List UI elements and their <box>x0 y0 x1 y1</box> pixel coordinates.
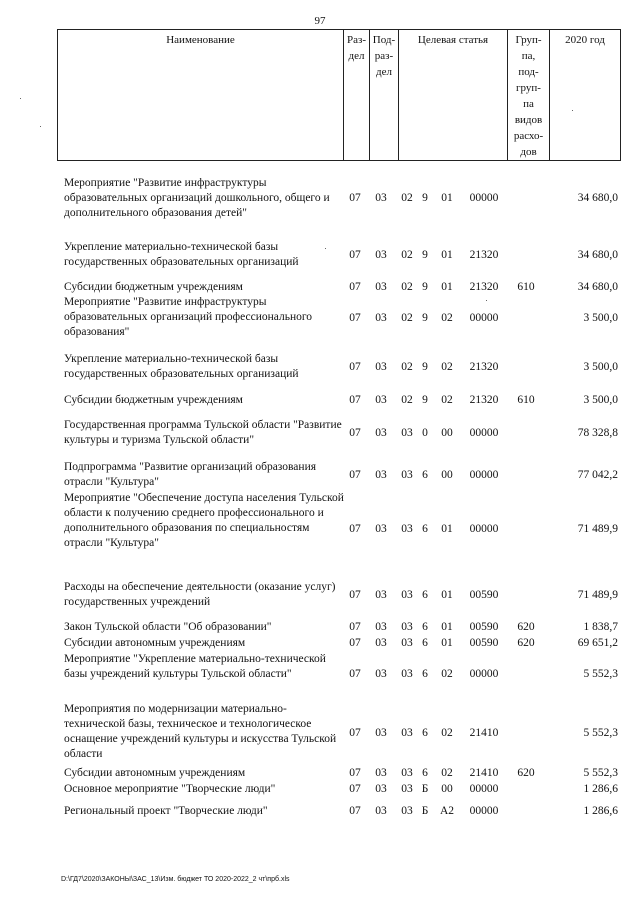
row-razdel: 07 <box>349 192 361 204</box>
row-target-1: 03 <box>401 469 413 481</box>
row-target-3: 02 <box>441 394 453 406</box>
row-target-1: 03 <box>401 637 413 649</box>
row-amount: 1 838,7 <box>583 621 618 633</box>
row-name: Субсидии бюджетным учреждениям <box>64 394 243 406</box>
row-amount: 71 489,9 <box>577 523 618 535</box>
row-name: Мероприятие "Обеспечение доступа населения Тульской области к получению среднего профессионального и дополнительного образования по специальностям отрасли "Культура" <box>64 492 344 549</box>
page-number: 97 <box>314 15 326 27</box>
row-name: Региональный проект "Творческие люди" <box>64 805 268 817</box>
row-target-3: 02 <box>441 312 453 324</box>
row-name: Государственная программа Тульской области "Развитие культуры и туризма Тульской области" <box>64 419 342 446</box>
scan-speck <box>572 110 573 111</box>
row-group: 620 <box>517 621 535 633</box>
row-razdel: 07 <box>349 394 361 406</box>
row-amount: 3 500,0 <box>583 394 618 406</box>
row-target-3: 01 <box>441 281 453 293</box>
row-target-3: 01 <box>441 589 453 601</box>
row-target-3: 02 <box>441 668 453 680</box>
row-target-4: 00000 <box>469 427 499 439</box>
row-razdel: 07 <box>349 469 361 481</box>
row-name: Подпрограмма "Развитие организаций образования отрасли "Культура" <box>64 461 317 488</box>
row-target-1: 03 <box>401 805 413 817</box>
row-razdel: 07 <box>349 621 361 633</box>
row-razdel: 07 <box>349 361 361 373</box>
row-target-3: 01 <box>441 637 453 649</box>
row-name: Основное мероприятие "Творческие люди" <box>64 783 276 795</box>
row-target-1: 02 <box>401 394 413 406</box>
row-target-2: 0 <box>422 427 428 439</box>
header-name: Наименование <box>166 34 235 46</box>
row-target-4: 00000 <box>469 523 499 535</box>
row-amount: 3 500,0 <box>583 361 618 373</box>
row-target-1: 03 <box>401 621 413 633</box>
row-target-4: 21410 <box>469 767 499 779</box>
row-podrazdel: 03 <box>375 727 387 739</box>
header-target: Целевая статья <box>398 30 507 160</box>
row-target-1: 02 <box>401 281 413 293</box>
row-target-3: 01 <box>441 192 453 204</box>
row-name: Расходы на обеспечение деятельности (оказание услуг) государственных учреждений <box>64 581 336 608</box>
row-target-2: 6 <box>422 621 428 633</box>
row-target-4: 00000 <box>469 469 499 481</box>
row-amount: 78 328,8 <box>577 427 618 439</box>
row-target-1: 02 <box>401 361 413 373</box>
row-name: Укрепление материально-технической базы государственных образовательных организаций <box>64 353 299 380</box>
row-target-2: 6 <box>422 469 428 481</box>
row-razdel: 07 <box>349 805 361 817</box>
row-target-1: 03 <box>401 783 413 795</box>
row-podrazdel: 03 <box>375 281 387 293</box>
row-target-3: 02 <box>441 727 453 739</box>
row-amount: 34 680,0 <box>577 249 618 261</box>
row-amount: 3 500,0 <box>583 312 618 324</box>
row-target-1: 02 <box>401 192 413 204</box>
row-amount: 34 680,0 <box>577 192 618 204</box>
row-name: Укрепление материально-технической базы государственных образовательных организаций <box>64 241 299 268</box>
row-podrazdel: 03 <box>375 192 387 204</box>
row-target-4: 21320 <box>469 361 499 373</box>
row-target-1: 03 <box>401 668 413 680</box>
row-target-4: 00000 <box>469 192 499 204</box>
row-target-4: 21320 <box>469 249 499 261</box>
row-target-2: 9 <box>422 192 428 204</box>
row-target-2: 6 <box>422 523 428 535</box>
row-podrazdel: 03 <box>375 668 387 680</box>
row-amount: 69 651,2 <box>577 637 618 649</box>
row-podrazdel: 03 <box>375 805 387 817</box>
row-target-3: 00 <box>441 427 453 439</box>
row-name: Мероприятие "Укрепление материально-технической базы учреждений культуры Тульской области" <box>64 653 326 680</box>
row-name: Субсидии автономным учреждениям <box>64 767 246 779</box>
row-target-1: 03 <box>401 727 413 739</box>
row-target-2: Б <box>421 783 429 795</box>
row-razdel: 07 <box>349 523 361 535</box>
row-group: 620 <box>517 637 535 649</box>
scan-speck <box>40 126 41 127</box>
row-razdel: 07 <box>349 637 361 649</box>
row-podrazdel: 03 <box>375 427 387 439</box>
row-razdel: 07 <box>349 783 361 795</box>
row-amount: 77 042,2 <box>577 469 618 481</box>
row-target-4: 00590 <box>469 589 499 601</box>
row-group: 610 <box>517 281 535 293</box>
row-target-2: 9 <box>422 281 428 293</box>
row-target-2: 6 <box>422 637 428 649</box>
row-razdel: 07 <box>349 727 361 739</box>
row-target-1: 03 <box>401 427 413 439</box>
row-target-4: 21320 <box>469 281 499 293</box>
row-target-2: 6 <box>422 727 428 739</box>
row-amount: 5 552,3 <box>583 668 618 680</box>
row-podrazdel: 03 <box>375 469 387 481</box>
table-header <box>57 29 621 161</box>
row-razdel: 07 <box>349 281 361 293</box>
row-target-4: 00000 <box>469 668 499 680</box>
row-razdel: 07 <box>349 767 361 779</box>
row-target-3: 01 <box>441 523 453 535</box>
row-podrazdel: 03 <box>375 637 387 649</box>
row-group: 610 <box>517 394 535 406</box>
row-target-1: 03 <box>401 589 413 601</box>
row-target-3: 01 <box>441 249 453 261</box>
row-target-4: 00590 <box>469 621 499 633</box>
row-podrazdel: 03 <box>375 249 387 261</box>
header-podrazdel: Под- раз- дел <box>369 30 398 160</box>
row-name: Субсидии бюджетным учреждениям <box>64 281 243 293</box>
row-target-3: А2 <box>439 805 455 817</box>
row-target-2: 6 <box>422 767 428 779</box>
file-path-footer: D:\ГД7\2020\ЗАКОНЫ\ЗАС_13\Изм. бюджет ТО 2020-2022_2 чт\прб.xls <box>61 876 290 883</box>
row-amount: 71 489,9 <box>577 589 618 601</box>
row-razdel: 07 <box>349 668 361 680</box>
row-amount: 1 286,6 <box>583 805 618 817</box>
row-target-2: 9 <box>422 394 428 406</box>
row-razdel: 07 <box>349 312 361 324</box>
row-podrazdel: 03 <box>375 783 387 795</box>
row-podrazdel: 03 <box>375 394 387 406</box>
row-name: Мероприятия по модернизации материально-технической базы, техническое и технологическое оснащение учреждений культуры и искусства Тульской области <box>64 703 337 760</box>
row-podrazdel: 03 <box>375 767 387 779</box>
row-name: Субсидии автономным учреждениям <box>64 637 246 649</box>
header-group: Груп- па, под- груп- па видов расхо- дов <box>507 30 549 160</box>
row-target-1: 03 <box>401 767 413 779</box>
row-razdel: 07 <box>349 589 361 601</box>
row-target-1: 03 <box>401 523 413 535</box>
row-podrazdel: 03 <box>375 312 387 324</box>
scan-speck <box>20 98 21 99</box>
row-amount: 5 552,3 <box>583 727 618 739</box>
scan-speck <box>325 248 326 249</box>
row-amount: 34 680,0 <box>577 281 618 293</box>
row-target-3: 01 <box>441 621 453 633</box>
row-podrazdel: 03 <box>375 621 387 633</box>
row-target-2: 9 <box>422 312 428 324</box>
row-target-3: 02 <box>441 767 453 779</box>
row-target-3: 00 <box>441 783 453 795</box>
row-podrazdel: 03 <box>375 361 387 373</box>
row-target-4: 21320 <box>469 394 499 406</box>
row-amount: 5 552,3 <box>583 767 618 779</box>
row-target-2: 9 <box>422 249 428 261</box>
row-target-2: 9 <box>422 361 428 373</box>
row-name: Мероприятие "Развитие инфраструктуры образовательных организаций дошкольного, общего и дополнительного образования детей" <box>64 177 330 219</box>
row-target-4: 21410 <box>469 727 499 739</box>
row-name: Мероприятие "Развитие инфраструктуры образовательных организаций профессионального образования" <box>64 296 313 338</box>
scan-speck <box>486 300 487 301</box>
row-target-2: 6 <box>422 668 428 680</box>
row-target-2: Б <box>421 805 429 817</box>
row-name: Закон Тульской области "Об образовании" <box>64 621 272 633</box>
row-target-3: 02 <box>441 361 453 373</box>
header-razdel: Раз- дел <box>343 30 369 160</box>
row-amount: 1 286,6 <box>583 783 618 795</box>
row-podrazdel: 03 <box>375 589 387 601</box>
row-target-4: 00000 <box>469 805 499 817</box>
row-group: 620 <box>517 767 535 779</box>
header-year: 2020 год <box>549 30 620 160</box>
row-razdel: 07 <box>349 249 361 261</box>
row-target-1: 02 <box>401 249 413 261</box>
row-target-3: 00 <box>441 469 453 481</box>
row-target-4: 00000 <box>469 783 499 795</box>
row-target-1: 02 <box>401 312 413 324</box>
row-razdel: 07 <box>349 427 361 439</box>
row-target-4: 00000 <box>469 312 499 324</box>
row-target-4: 00590 <box>469 637 499 649</box>
row-podrazdel: 03 <box>375 523 387 535</box>
row-target-2: 6 <box>422 589 428 601</box>
